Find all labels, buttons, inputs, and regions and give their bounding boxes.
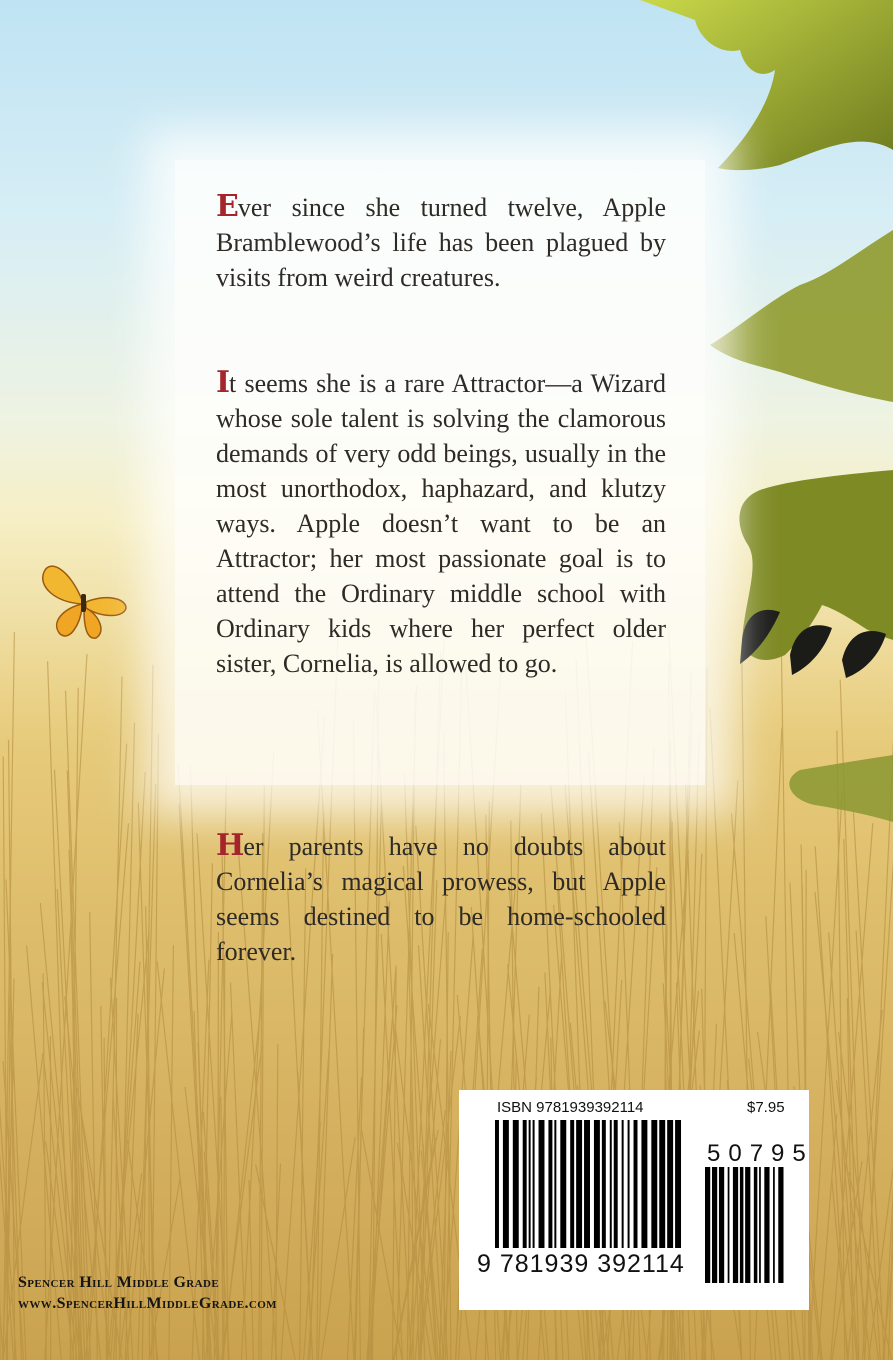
barcode-bar — [614, 1120, 618, 1248]
barcode-bar — [539, 1120, 545, 1248]
barcode-bar — [728, 1167, 730, 1283]
barcode-bar — [651, 1120, 657, 1248]
barcode-bar — [634, 1120, 638, 1248]
barcode-bar — [570, 1120, 574, 1248]
blurb-text-3: er parents have no doubts about Cornelia’s magical prowess, but Apple seems destined to be home-schooled forever. — [216, 832, 666, 966]
barcode-bar — [733, 1167, 738, 1283]
price-code-digits: 50795 — [707, 1140, 814, 1167]
barcode-bar — [503, 1120, 509, 1248]
barcode-bar — [659, 1120, 665, 1248]
blurb-text-1: ver since she turned twelve, Apple Bramblewood’s life has been plagued by visits from weird creatures. — [216, 193, 666, 292]
barcode-bar — [759, 1167, 761, 1283]
barcode-bar — [554, 1120, 556, 1248]
barcode-bar — [610, 1120, 612, 1248]
barcode-bar — [641, 1120, 647, 1248]
isbn-barcode — [495, 1120, 685, 1250]
blurb-paragraph-1 — [216, 189, 666, 295]
barcode-bar — [523, 1120, 527, 1248]
blurb-paragraph-2 — [216, 365, 666, 681]
blurb-paragraph-3 — [216, 828, 666, 969]
barcode-bar — [754, 1167, 757, 1283]
barcode-bar — [778, 1167, 783, 1283]
barcode-bar — [628, 1120, 630, 1248]
barcode-bar — [513, 1120, 519, 1248]
barcode-bar — [740, 1167, 743, 1283]
barcode-bar — [548, 1120, 552, 1248]
barcode-bar — [705, 1167, 710, 1283]
barcode-bar — [529, 1120, 531, 1248]
dropcap-1: E — [216, 189, 238, 224]
barcode-bar — [622, 1120, 624, 1248]
price-barcode — [705, 1167, 789, 1285]
barcode-bar — [764, 1167, 769, 1283]
barcode-bar — [719, 1167, 724, 1283]
dragon-wing-top — [640, 0, 893, 170]
barcode-bar — [576, 1120, 582, 1248]
barcode-bar — [712, 1167, 717, 1283]
barcode-bar — [745, 1167, 750, 1283]
barcode-bar — [773, 1167, 775, 1283]
dragon-body — [710, 230, 893, 402]
dropcap-3: H — [216, 828, 244, 863]
barcode-bar — [675, 1120, 681, 1248]
isbn-label: ISBN 9781939392114 — [497, 1099, 644, 1116]
publisher-imprint — [18, 1272, 277, 1314]
barcode-bar — [667, 1120, 673, 1248]
publisher-name: Spencer Hill Middle Grade — [18, 1274, 220, 1291]
publisher-website: www.SpencerHillMiddleGrade.com — [18, 1295, 277, 1312]
price-label: $7.95 — [747, 1099, 785, 1116]
barcode-box — [459, 1090, 814, 1310]
barcode-bar — [602, 1120, 606, 1248]
barcode-bar — [533, 1120, 535, 1248]
barcode-bar — [560, 1120, 566, 1248]
ean-digits: 9 781939 392114 — [477, 1250, 685, 1278]
dropcap-2: I — [216, 365, 230, 400]
barcode-bar — [495, 1120, 499, 1248]
barcode-bar — [584, 1120, 590, 1248]
blurb-text-2: t seems she is a rare Attractor—a Wizard whose sole talent is solving the clamorous demands of very odd beings, usually in the most unorthodox, haphazard, and klutzy ways. Apple doesn’t want to be an Attractor; her most passionate goal is to attend the Ordinary middle school with Ordinary kids where her perfect older sister, Cornelia, is allowed to go. — [216, 369, 666, 678]
barcode-bar — [594, 1120, 600, 1248]
